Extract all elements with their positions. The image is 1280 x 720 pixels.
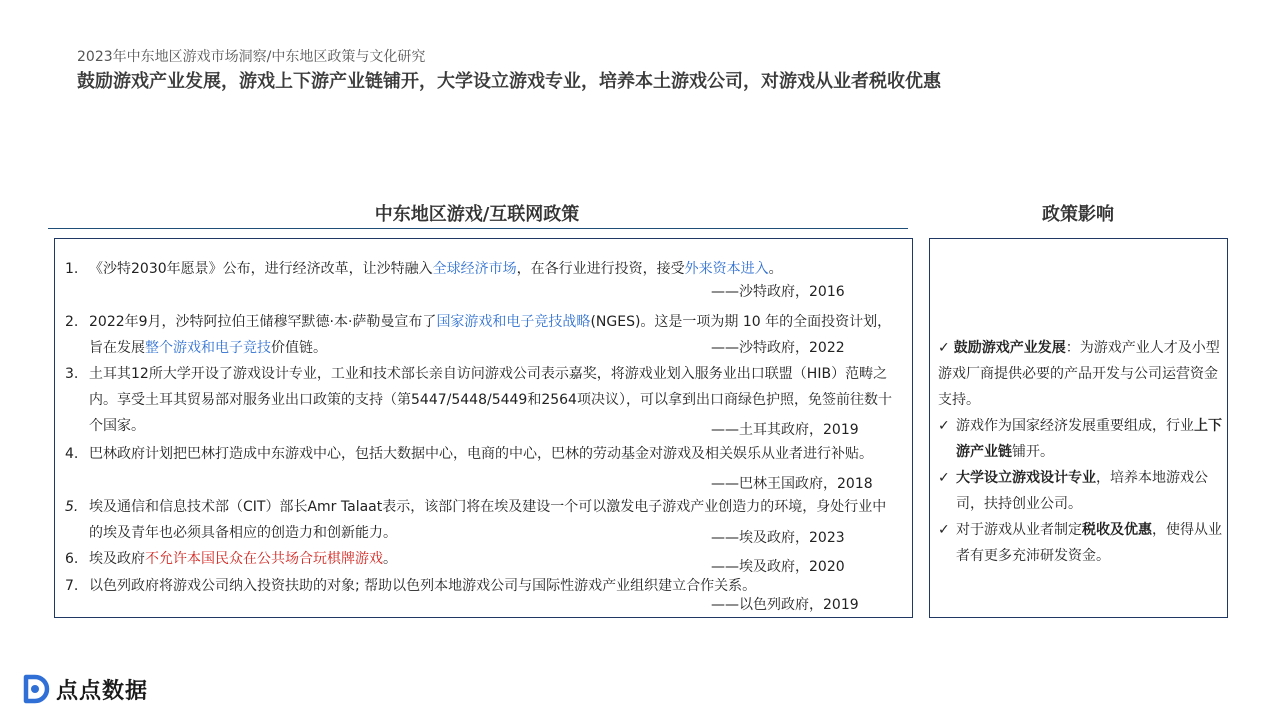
policy-item-text: 埃及通信和信息技术部（CIT）部长Amr Talaat表示，该部门将在埃及建设一个可以激发电子游戏产业创造力的环境，身处行业中的埃及青年也必须具备相应的创造力和创新能力。 (89, 499, 887, 541)
highlight-text: 外来资本进入 (684, 261, 769, 277)
impact-text: 对于游戏从业者制定 (956, 522, 1082, 538)
text-segment: (NGES)。这是一项为期 10 年的全面投资计划，旨在发展 (89, 314, 892, 356)
checkmark-icon: ✓ (938, 470, 950, 486)
text-segment: 埃及政府 (89, 551, 145, 567)
impact-item-1 (938, 335, 1222, 413)
checkmark-icon: ✓ (938, 418, 950, 434)
impact-text: 铺开。 (1012, 444, 1054, 460)
policy-item-number: 7. (65, 578, 79, 594)
policy-item-number: 4. (65, 446, 79, 462)
impact-text: 游戏作为国家经济发展重要组成，行业 (956, 418, 1194, 434)
impact-item-4 (938, 517, 1222, 569)
policy-item-number: 2. (65, 314, 79, 330)
impact-bold-text: 上下游产业链 (956, 418, 1222, 460)
breadcrumb: 2023年中东地区游戏市场洞察/中东地区政策与文化研究 (77, 49, 426, 65)
dd-logo-icon (20, 673, 52, 705)
text-segment: 2022年9月，沙特阿拉伯王储穆罕默德·本·萨勒曼宣布了 (89, 314, 437, 330)
impact-item-3 (938, 465, 1222, 517)
policy-item-number: 1. (65, 261, 79, 277)
policy-source-5: ——埃及政府，2023 (711, 530, 845, 546)
policy-source-4: ——巴林王国政府，2018 (711, 476, 873, 492)
brand-name: 点点数据 (56, 678, 149, 704)
policy-source-1: ——沙特政府，2016 (711, 284, 845, 300)
impact-item-2 (938, 413, 1222, 465)
impact-bold-text: 税收及优惠 (1082, 522, 1152, 538)
policy-source-3: ——土耳其政府，2019 (711, 422, 859, 438)
text-segment: 《沙特2030年愿景》公布，进行经济改革，让沙特融入 (89, 261, 433, 277)
highlight-text: 国家游戏和电子竞技战略 (436, 314, 591, 330)
impact-text: ：为游戏产业人才及小型游戏厂商提供必要的产品开发与公司运营资金支持。 (938, 340, 1220, 408)
highlight-text: 不允许本国民众在公共场合玩棋牌游戏 (145, 551, 383, 567)
policy-item-1 (65, 256, 895, 282)
right-panel-title: 政策影响 (1042, 204, 1114, 225)
page-title: 鼓励游戏产业发展，游戏上下游产业链铺开，大学设立游戏专业，培养本土游戏公司，对游戏从业者税收优惠 (77, 71, 941, 92)
policy-item-text (89, 256, 895, 282)
text-segment: 价值链。 (271, 340, 327, 356)
impact-bold-text: 大学设立游戏设计专业 (956, 470, 1096, 486)
impact-list (938, 335, 1222, 569)
left-panel-title: 中东地区游戏/互联网政策 (374, 204, 580, 225)
policy-impact-box (929, 238, 1228, 618)
text-segment: 。 (768, 261, 783, 277)
policy-source-7: ——以色列政府，2019 (711, 597, 859, 613)
highlight-text: 全球经济市场 (432, 261, 517, 277)
impact-bold-text: 鼓励游戏产业发展 (953, 340, 1066, 356)
policy-item-text: 土耳其12所大学开设了游戏设计专业，工业和技术部长亲自访问游戏公司表示嘉奖，将游戏业划入服务业出口联盟（HIB）范畴之内。享受土耳其贸易部对服务业出口政策的支持（第5447/5448/5449和2564项决议），可以拿到出口商绿色护照，免签前往数十个国家。 (89, 366, 892, 434)
text-segment: 。 (383, 551, 397, 567)
highlight-text: 整个游戏和电子竞技 (145, 340, 271, 356)
policy-source-2: ——沙特政府，2022 (711, 340, 845, 356)
policy-item-number: 3. (65, 366, 79, 382)
impact-text: ，使得从业者有更多充沛研发资金。 (956, 522, 1222, 564)
policy-item-text: 以色列政府将游戏公司纳入投资扶助的对象; 帮助以色列本地游戏公司与国际性游戏产业组织建立合作关系。 (89, 578, 757, 594)
policy-list-box (54, 238, 913, 618)
impact-text: ，培养本地游戏公司，扶持创业公司。 (956, 470, 1208, 512)
policy-source-6: ——埃及政府，2020 (711, 559, 845, 575)
left-panel-title-rule (48, 228, 908, 229)
checkmark-icon: ✓ (938, 340, 950, 356)
policy-item-text: 巴林政府计划把巴林打造成中东游戏中心，包括大数据中心，电商的中心，巴林的劳动基金对游戏及相关娱乐从业者进行补贴。 (89, 446, 873, 462)
policy-item-4 (65, 441, 895, 467)
checkmark-icon: ✓ (938, 522, 950, 538)
brand-logo (20, 672, 148, 706)
policy-item-number: 5. (65, 499, 79, 515)
policy-item-number: 6. (65, 551, 79, 567)
text-segment: ，在各行业进行投资，接受 (516, 261, 685, 277)
